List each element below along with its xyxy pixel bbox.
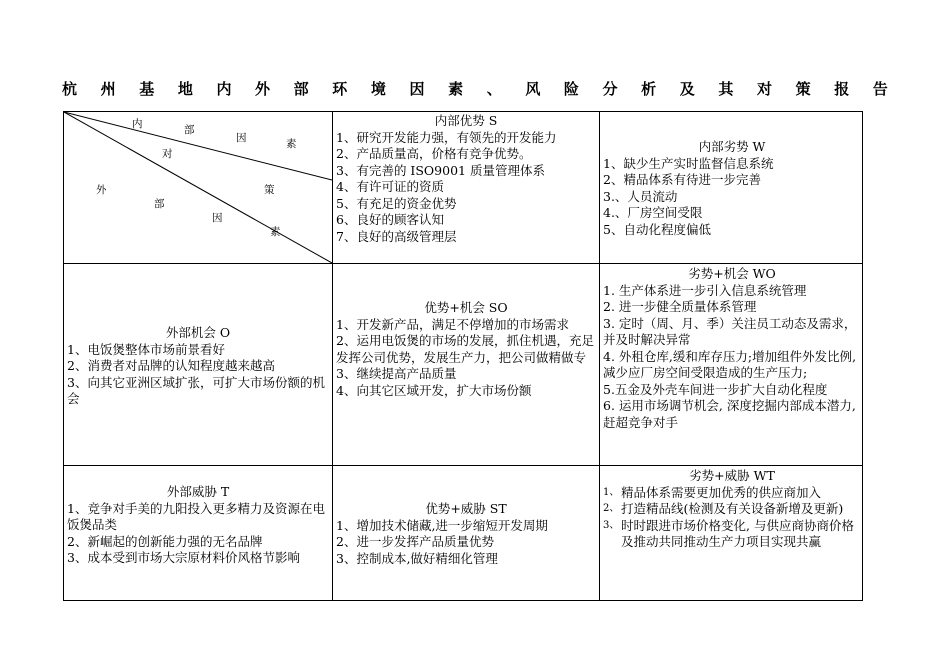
corner-label: 部 <box>184 124 195 136</box>
corner-label: 策 <box>264 184 275 196</box>
title-char: 外 <box>255 79 271 98</box>
row-divider <box>64 263 862 264</box>
list-item: 1、研究开发能力强，有领先的开发能力 <box>336 129 557 145</box>
title-char: 内 <box>216 79 232 98</box>
opportunities-heading: 外部机会 O <box>165 325 231 340</box>
list-item: 2、精品体系有待进一步完善 <box>603 172 761 187</box>
title-char: 告 <box>872 79 888 98</box>
so-heading: 优势+机会 SO <box>424 300 508 315</box>
list-item: 1、开发新产品，满足不停增加的市场需求 <box>336 316 569 332</box>
title-char: 环 <box>332 79 348 98</box>
list-item: 4.、厂房空间受限 <box>603 205 703 220</box>
item-number: 3、 <box>603 519 620 531</box>
list-item: 6、良好的顾客认知 <box>336 212 444 227</box>
title-char: 其 <box>718 79 734 98</box>
internal-strengths-cell <box>336 113 596 263</box>
title-char: 州 <box>100 79 116 98</box>
so-strategy-cell <box>336 300 596 464</box>
st-strategy-cell <box>336 501 596 599</box>
title-char: 因 <box>409 79 425 98</box>
item-number: 2、 <box>603 503 620 514</box>
threats-heading: 外部威胁 T <box>166 484 230 499</box>
title-char: 杭 <box>62 79 78 98</box>
wo-strategy-cell <box>603 266 861 464</box>
list-item: 6. 运用市场调节机会, 深度挖掘内部成本潜力,赶超竞争对手 <box>603 398 856 430</box>
st-heading: 优势+威胁 ST <box>425 501 507 516</box>
list-item: 1、缺少生产实时监督信息系统 <box>603 155 774 171</box>
list-item: 1、竞争对手美的九阳投入更多精力及资源在电饭煲品类 <box>67 500 325 532</box>
internal-weaknesses-cell <box>603 139 861 263</box>
page-title <box>62 76 888 100</box>
title-char: 策 <box>795 79 811 98</box>
corner-label: 部 <box>154 198 165 210</box>
list-item: 3.、人员流动 <box>603 188 678 204</box>
list-item: 2、消费者对品牌的认知程度越来越高 <box>67 358 275 373</box>
wt-strategy-cell <box>603 468 861 600</box>
column-divider <box>332 112 333 600</box>
list-item <box>603 501 861 518</box>
corner-label: 因 <box>212 212 223 224</box>
title-char: 风 <box>525 79 541 98</box>
list-item: 7、良好的高级管理层 <box>336 228 457 244</box>
item-text: 打造精品线(检测及有关设备新增及更新) <box>621 501 844 516</box>
list-item: 1、增加技术储藏,进一步缩短开发周期 <box>336 517 548 533</box>
corner-label: 因 <box>236 132 247 144</box>
list-item: 1、电饭煲整体市场前景看好 <box>67 341 225 357</box>
corner-cell <box>64 112 332 263</box>
corner-label: 对 <box>162 148 173 160</box>
list-item: 5、有充足的资金优势 <box>336 195 457 211</box>
list-item: 2、新崛起的创新能力强的无名品牌 <box>67 533 263 549</box>
item-number: 1、 <box>603 486 620 498</box>
title-char: 基 <box>139 79 155 98</box>
title-char: 素 <box>448 79 464 98</box>
wt-heading: 劣势+威胁 WT <box>689 468 775 483</box>
title-char: 分 <box>602 79 618 98</box>
title-char: 及 <box>679 79 695 98</box>
title-char: 对 <box>756 79 772 98</box>
list-item: 3、向其它亚洲区域扩张，可扩大市场份额的机会 <box>67 374 325 406</box>
list-item: 1. 生产体系进一步引入信息系统管理 <box>603 282 807 298</box>
item-text: 精品体系需要更加优秀的供应商加入 <box>621 484 822 500</box>
list-item: 4. 外租仓库,缓和库存压力;增加组件外发比例,减少应厂房空间受限造成的生产压力; <box>603 348 857 380</box>
title-char: 、 <box>486 79 502 98</box>
title-char: 报 <box>834 79 850 98</box>
list-item <box>603 485 861 502</box>
title-char: 析 <box>641 79 657 98</box>
list-item <box>603 518 861 551</box>
title-char: 部 <box>293 79 309 98</box>
list-item: 3、有完善的 ISO9001 质量管理体系 <box>336 162 545 178</box>
list-item: 5、自动化程度偏低 <box>603 221 711 237</box>
weaknesses-heading: 内部劣势 W <box>698 139 766 154</box>
title-char: 险 <box>563 79 579 98</box>
external-opportunities-cell <box>67 325 329 463</box>
list-item: 2. 进一步健全质量体系管理 <box>603 299 757 314</box>
strengths-heading: 内部优势 S <box>434 113 498 128</box>
list-item: 4、有许可证的资质 <box>336 179 444 194</box>
corner-label: 内 <box>132 118 143 130</box>
list-item: 3、成本受到市场大宗原材料价风格节影响 <box>67 550 300 565</box>
column-divider <box>599 112 600 600</box>
list-item: 3、继续提高产品质量 <box>336 366 457 381</box>
corner-label: 素 <box>270 226 281 238</box>
list-item: 4、向其它区域开发，扩大市场份额 <box>336 382 532 398</box>
external-threats-cell <box>67 484 329 599</box>
item-text: 时时跟进市场价格变化, 与供应商协商价格及推动共同推动生产力项目实现共赢 <box>621 517 854 549</box>
list-item: 2、运用电饭煲的市场的发展，抓住机遇，充足发挥公司优势，发展生产力，把公司做精做专 <box>336 333 594 365</box>
corner-label: 外 <box>96 184 107 196</box>
list-item: 3、控制成本,做好精细化管理 <box>336 550 498 566</box>
title-char: 境 <box>370 79 386 98</box>
list-item: 2、进一步发挥产品质量优势 <box>336 534 494 549</box>
swot-table <box>63 111 863 601</box>
wo-heading: 劣势+机会 WO <box>688 266 776 281</box>
list-item: 2、产品质量高，价格有竞争优势。 <box>336 146 532 161</box>
list-item: 3. 定时（周、月、季）关注员工动态及需求，并及时解决异常 <box>603 315 857 347</box>
list-item: 5.五金及外壳车间进一步扩大自动化程度 <box>603 381 828 397</box>
corner-label: 素 <box>286 138 297 150</box>
title-char: 地 <box>177 79 193 98</box>
row-divider <box>64 465 862 466</box>
